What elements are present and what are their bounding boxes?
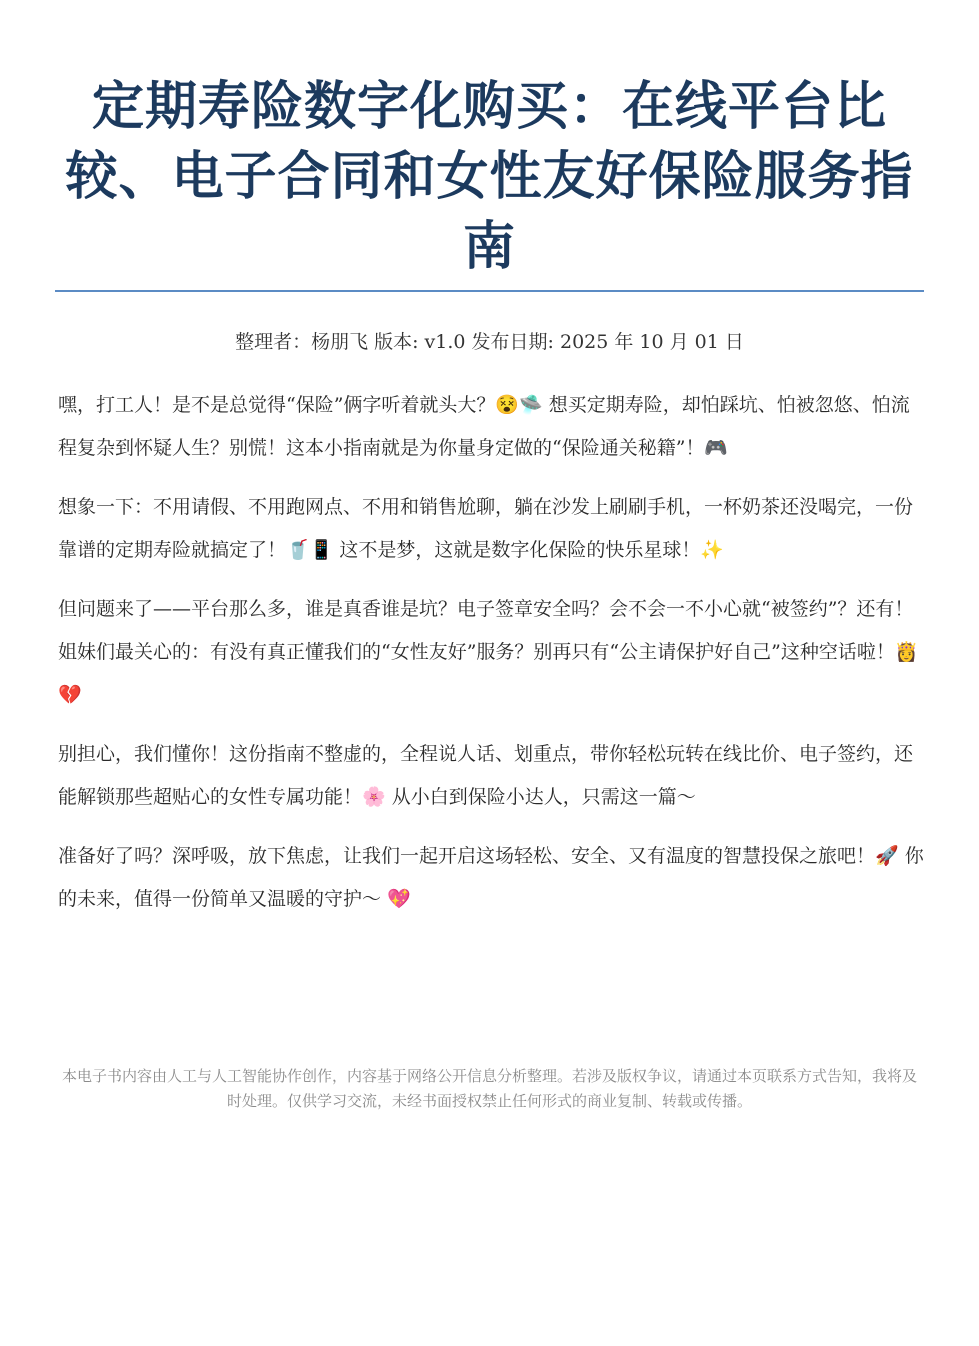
document-meta: 整理者：杨朋飞 版本: v1.0 发布日期: 2025 年 10 月 01 日 [235, 331, 744, 353]
title-divider [55, 290, 924, 292]
intro-paragraph-1: 嘿，打工人！是不是总觉得“保险”俩字听着就头大？😵🛸 想买定期寿险，却怕踩坑、怕被忽悠、怕流程复杂到怀疑人生？别慌！这本小指南就是为你量身定做的“保险通关秘籍”！🎮 [58, 394, 910, 459]
copyright-disclaimer: 本电子书内容由人工与人工智能协作创作，内容基于网络公开信息分析整理。若涉及版权争议，请通过本页联系方式告知，我将及时处理。仅供学习交流，未经书面授权禁止任何形式的商业复制、转载或传播。 [61, 1067, 917, 1110]
document-body [58, 384, 926, 937]
intro-paragraph-3: 但问题来了——平台那么多，谁是真香谁是坑？电子签章安全吗？会不会一不小心就“被签约”？还有！姐妹们最关心的：有没有真正懂我们的“女性友好”服务？别再只有“公主请保护好自己”这种空话啦！👸💔 [58, 598, 919, 706]
intro-paragraph-4: 别担心，我们懂你！这份指南不整虚的，全程说人话、划重点，带你轻松玩转在线比价、电子签约，还能解锁那些超贴心的女性专属功能！🌸 从小白到保险小达人，只需这一篇～ [58, 743, 914, 808]
intro-paragraph-2: 想象一下：不用请假、不用跑网点、不用和销售尬聊，躺在沙发上刷刷手机，一杯奶茶还没喝完，一份靠谱的定期寿险就搞定了！🥤📱 这不是梦，这就是数字化保险的快乐星球！✨ [58, 496, 914, 561]
intro-paragraph-5: 准备好了吗？深呼吸，放下焦虑，让我们一起开启这场轻松、安全、又有温度的智慧投保之旅吧！🚀 你的未来，值得一份简单又温暖的守护～ 💖 [58, 845, 924, 910]
document-title: 定期寿险数字化购买：在线平台比较、电子合同和女性友好保险服务指南 [65, 77, 914, 277]
